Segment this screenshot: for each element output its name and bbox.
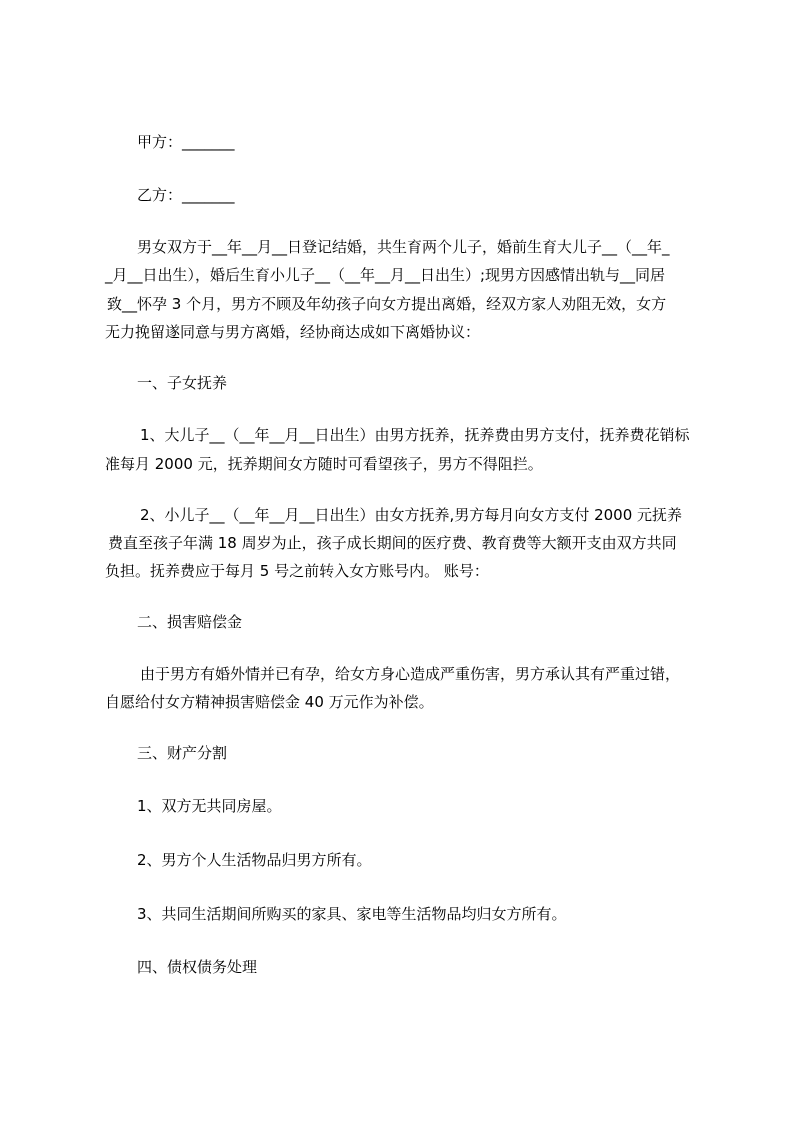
intro-line-2: _月__日出生），婚后生育小儿子__（__年__月__日出生）;现男方因感情出轨与__同居: [105, 266, 666, 284]
party-a-line: 甲方：_______: [137, 133, 235, 151]
s3-item-3: 3、共同生活期间所购买的家具、家电等生活物品均归女方所有。: [137, 905, 567, 923]
s2-para-line-1: 由于男方有婚外情并已有孕，给女方身心造成严重伤害，男方承认其有严重过错，: [140, 665, 681, 683]
section-4-title: 四、债权债务处理: [137, 958, 258, 976]
s3-item-2: 2、男方个人生活物品归男方所有。: [137, 851, 372, 869]
party-b-line: 乙方：_______: [137, 186, 235, 204]
s1-item1-line-1: 1、大儿子__（__年__月__日出生）由男方抚养，抚养费由男方支付，抚养费花销标: [140, 426, 690, 444]
s1-item2-line-2: 费直至孩子年满 18 周岁为止，孩子成长期间的医疗费、教育费等大额开支由双方共同: [108, 534, 677, 552]
section-2-title: 二、损害赔偿金: [137, 613, 243, 631]
s1-item2-line-3: 负担。抚养费应于每月 5 号之前转入女方账号内。 账号：: [105, 562, 489, 580]
section-1-title: 一、子女抚养: [137, 374, 228, 392]
intro-line-1: 男女双方于__年__月__日登记结婚，共生育两个儿子，婚前生育大儿子__（__年_: [137, 238, 670, 256]
intro-line-4: 无力挽留遂同意与男方离婚，经协商达成如下离婚协议：: [105, 323, 481, 341]
intro-line-3: 致__怀孕 3 个月，男方不顾及年幼孩子向女方提出离婚，经双方家人劝阻无效，女方: [107, 295, 667, 313]
s2-para-line-2: 自愿给付女方精神损害赔偿金 40 万元作为补偿。: [105, 693, 434, 711]
s1-item1-line-2: 准每月 2000 元，抚养期间女方随时可看望孩子，男方不得阻拦。: [105, 455, 543, 473]
s3-item-1: 1、双方无共同房屋。: [137, 797, 282, 815]
section-3-title: 三、财产分割: [137, 744, 228, 762]
s1-item2-line-1: 2、小儿子__（__年__月__日出生）由女方抚养,男方每月向女方支付 2000 元抚养: [140, 506, 683, 524]
